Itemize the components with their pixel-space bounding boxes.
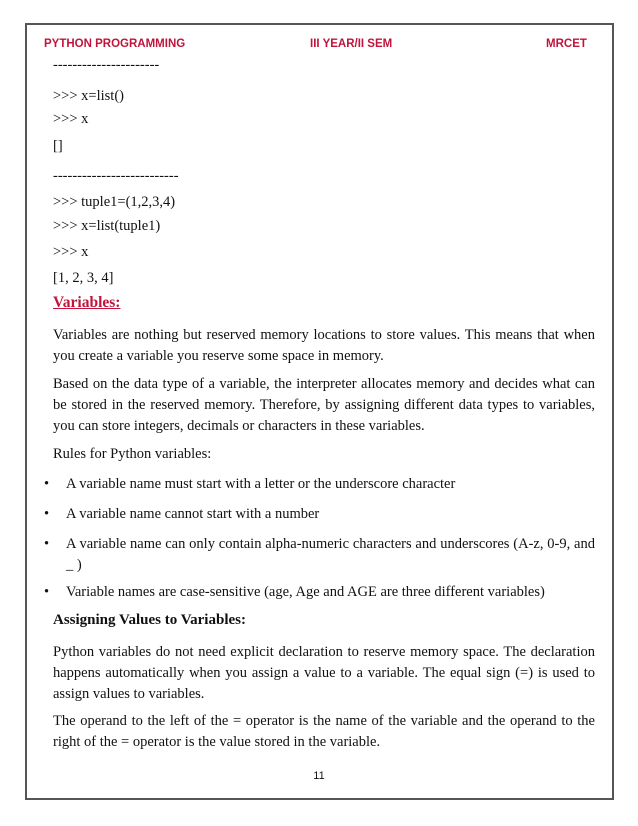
list-item [44, 582, 595, 603]
header-year-sem: III YEAR/II SEM [310, 38, 393, 50]
code-line-list-call: >>> x=list() [53, 88, 124, 104]
code-line-empty-list: [] [53, 138, 63, 154]
page-number: 11 [313, 770, 325, 782]
assigning-values-heading: Assigning Values to Variables: [53, 612, 246, 628]
list-item [44, 504, 595, 525]
rule-text: A variable name can only contain alpha-numeric characters and underscores (A-z, 0-9, and _ ) [66, 536, 595, 573]
variables-heading: Variables: [53, 294, 121, 311]
code-line-x: >>> x [53, 111, 89, 127]
bullet-icon: • [44, 584, 50, 600]
code-line-x-2: >>> x [53, 244, 89, 260]
list-item [44, 474, 595, 495]
code-line-list-tuple: >>> x=list(tuple1) [53, 218, 161, 234]
rules-intro: Rules for Python variables: [53, 446, 212, 462]
bullet-icon: • [44, 536, 50, 552]
rule-text: A variable name cannot start with a number [66, 506, 320, 522]
bullet-icon: • [44, 506, 50, 522]
bullet-icon: • [44, 476, 50, 492]
header-institution: MRCET [546, 38, 587, 50]
paragraph-assignment: Python variables do not need explicit declaration to reserve memory space. The declaration happens automatically when you assign a value to a variable. The equal sign (=) is used to assign values to variables. [53, 644, 595, 702]
code-line-output-list: [1, 2, 3, 4] [53, 270, 114, 286]
paragraph-data-type: Based on the data type of a variable, the interpreter allocates memory and decides what can be stored in the reserved memory. Therefore, by assigning different data types to variables, you can store integers, decimals or characters in these variables. [53, 376, 595, 434]
code-line-tuple-def: >>> tuple1=(1,2,3,4) [53, 194, 176, 210]
code-line-separator-1: ---------------------- [53, 57, 160, 73]
list-item [44, 534, 595, 576]
code-line-separator-2: -------------------------- [53, 168, 179, 184]
rule-text: A variable name must start with a letter or the underscore character [66, 476, 456, 492]
paragraph-variables-intro: Variables are nothing but reserved memory locations to store values. This means that when you create a variable you reserve some space in memory. [53, 327, 595, 364]
rule-text: Variable names are case-sensitive (age, Age and AGE are three different variables) [66, 584, 545, 600]
header-course-title: PYTHON PROGRAMMING [44, 38, 186, 50]
paragraph-operand: The operand to the left of the = operator is the name of the variable and the operand to the right of the = operator is the value stored in the variable. [53, 713, 595, 750]
page-header [0, 38, 638, 54]
